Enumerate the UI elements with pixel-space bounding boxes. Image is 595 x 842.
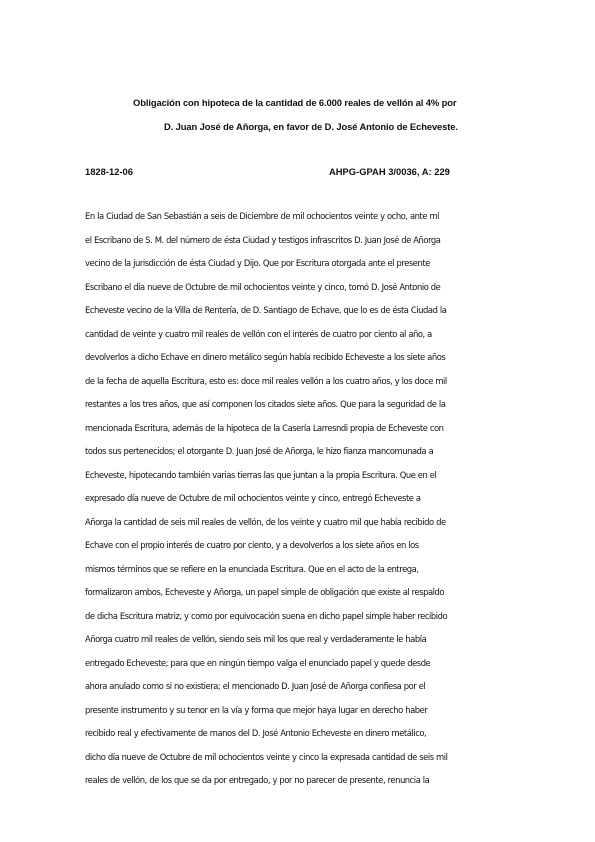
body-line: recibido real y efectivamente de manos del D. José Antonio Echeveste en dinero metálico, [85,728,427,738]
body-line: expresado día nueve de Octubre de mil ochocientos veinte y cinco, entregó Echeveste a [85,493,421,503]
body-line: reales de vellón, de los que se da por entregado, y por no parecer de presente, renuncia la [85,775,430,785]
body-line: restantes a los tres años, que así componen los citados siete años. Que para la seguridad de la [85,399,446,409]
body-line: presente instrumento y su tenor en la vía y forma que mejor haya lugar en derecho haber [85,704,428,715]
body-line: Echave con el propio interés de cuatro por ciento, y a devolverlos a los siete años en los [85,540,419,550]
body-line: formalizaron ambos, Echeveste y Añorga, un papel simple de obligación que existe al respaldo [85,587,445,597]
body-line: entregado Echeveste; para que en ningún tiempo valga el enunciado papel y quede desde [85,657,431,668]
body-line: de dicha Escritura matriz, y como por equivocación suena en dicho papel simple haber recibido [85,610,448,621]
body-line: cantidad de veinte y cuatro mil reales de vellón con el interés de cuatro por ciento al año, a [85,328,432,339]
body-line: Escribano el día nueve de Octubre de mil ochocientos veinte y cinco, tomó D. José Antonio de [85,281,441,292]
body-line: el Escribano de S. M. del número de ésta Ciudad y testigos infrascritos D. Juan José de Añorga [85,234,441,245]
body-line: mismos términos que se refiere en la enunciada Escritura. Que en el acto de la entrega, [85,563,419,574]
body-line: Echeveste, hipotecando también varias tierras las que juntan a la propia Escritura. Que en el [85,469,437,480]
body-line: de la fecha de aquella Escritura, esto es: doce mil reales vellón a los cuatro años, y los doce mil [85,375,447,386]
body-line: vecino de la jurisdicción de ésta Ciudad y Dijo. Que por Escritura otorgada ante el presente [85,258,430,268]
body-line: dicho día nueve de Octubre de mil ochocientos veinte y cinco la expresada cantidad de seis mil [85,751,448,762]
body-line: ahora anulado como si no existiera; el mencionado D. Juan José de Añorga confiesa por el [85,681,426,691]
body-line: Añorga cuatro mil reales de vellón, siendo seis mil los que real y verdaderamente le había [85,634,427,644]
archive-reference: AHPG-GPAH 3/0036, A: 229 [329,166,450,177]
document-title-line-1: Obligación con hipoteca de la cantidad de 6.000 reales de vellón al 4% por [133,97,457,108]
document-title-line-2: D. Juan José de Añorga, en favor de D. José Antonio de Echeveste. [164,121,458,132]
body-line: todos sus pertenecidos; el otorgante D. Juan José de Añorga, le hizo fianza mancomunada a [85,446,434,456]
body-line: En la Ciudad de San Sebastián a seis de Diciembre de mil ochocientos veinte y ocho, ante mí [85,211,440,221]
body-line: Añorga la cantidad de seis mil reales de vellón, de los veinte y cuatro mil que había recibido de [85,516,446,527]
body-line: devolverlos a dicho Echave en dinero metálico según había recibido Echeveste a los siete años [85,352,446,362]
body-line: Echeveste vecino de la Villa de Rentería, de D. Santiago de Echave, que lo es de ésta Ciudad la [85,305,447,315]
body-line: mencionada Escritura, además de la hipoteca de la Casería Larresndi propia de Echeveste con [85,422,444,433]
document-date: 1828-12-06 [85,166,133,177]
